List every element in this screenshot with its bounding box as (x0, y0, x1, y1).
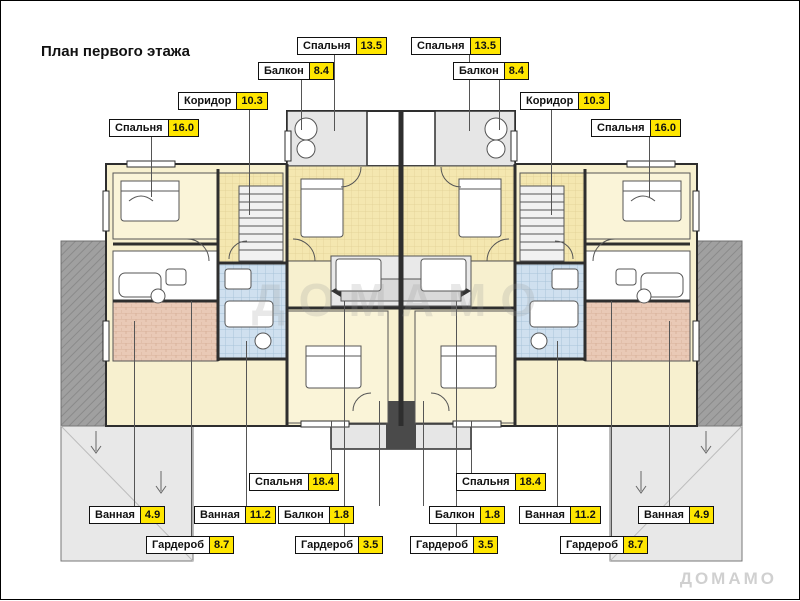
leader-line (151, 137, 152, 197)
room-label-area: 1.8 (480, 507, 504, 523)
room-label-name: Балкон (454, 63, 504, 79)
room-label-area: 11.2 (245, 507, 275, 523)
room-label-bathroom-far-right (638, 506, 714, 524)
room-label-area: 10.3 (578, 93, 608, 109)
leader-line (301, 80, 302, 130)
room-label-bedroom-bottom-left (249, 473, 339, 491)
room-label-name: Коридор (521, 93, 578, 109)
watermark-corner: ДОМАМО (679, 569, 777, 588)
room-label-bathroom-left-112 (194, 506, 276, 524)
room-label-bathroom-far-left (89, 506, 165, 524)
room-label-area: 8.4 (504, 63, 528, 79)
leader-line (379, 401, 380, 506)
room-label-name: Спальня (250, 474, 308, 490)
room-label-name: Ванная (520, 507, 570, 523)
room-label-area: 10.3 (236, 93, 266, 109)
room-label-area: 3.5 (473, 537, 497, 553)
room-label-corridor-left (178, 92, 268, 110)
page-title: План первого этажа (41, 43, 190, 60)
room-label-name: Гардероб (561, 537, 623, 553)
room-label-area: 4.9 (140, 507, 164, 523)
room-label-area: 4.9 (689, 507, 713, 523)
room-label-area: 1.8 (329, 507, 353, 523)
room-label-balcony-top-right (453, 62, 529, 80)
room-label-area: 18.4 (308, 474, 338, 490)
room-label-area: 16.0 (168, 120, 198, 136)
room-label-name: Спальня (457, 474, 515, 490)
room-label-name: Гардероб (411, 537, 473, 553)
leader-line (334, 55, 335, 131)
room-label-area: 8.4 (309, 63, 333, 79)
room-label-area: 11.2 (570, 507, 600, 523)
room-label-bedroom-right-16 (591, 119, 681, 137)
leader-line (499, 80, 500, 130)
room-label-balcony-bottom-right (429, 506, 505, 524)
room-label-bedroom-top-left (297, 37, 387, 55)
room-label-wardrobe-far-right (560, 536, 648, 554)
room-label-area: 13.5 (356, 38, 386, 54)
leader-line (249, 110, 250, 215)
room-label-name: Ванная (639, 507, 689, 523)
room-label-name: Балкон (259, 63, 309, 79)
room-label-area: 8.7 (209, 537, 233, 553)
leader-line (669, 321, 670, 506)
room-label-area: 16.0 (650, 120, 680, 136)
leader-line (344, 301, 345, 536)
leader-line (649, 137, 650, 197)
room-label-wardrobe-left-35 (295, 536, 383, 554)
leader-line (456, 301, 457, 536)
leader-line (134, 321, 135, 506)
room-label-area: 18.4 (515, 474, 545, 490)
room-label-area: 3.5 (358, 537, 382, 553)
room-label-area: 13.5 (470, 38, 500, 54)
leader-line (557, 341, 558, 506)
room-label-name: Спальня (592, 120, 650, 136)
leader-line (471, 421, 472, 473)
room-label-balcony-bottom-left (278, 506, 354, 524)
room-label-name: Спальня (110, 120, 168, 136)
room-label-name: Ванная (195, 507, 245, 523)
room-label-bedroom-top-right (411, 37, 501, 55)
leader-line (331, 421, 332, 473)
room-label-bedroom-left-16 (109, 119, 199, 137)
watermark-center: ДОМАМО (251, 274, 551, 326)
room-label-balcony-top-left (258, 62, 334, 80)
room-label-name: Спальня (412, 38, 470, 54)
leader-line (423, 401, 424, 506)
leader-line (551, 110, 552, 215)
room-label-name: Балкон (430, 507, 480, 523)
leader-line (191, 301, 192, 536)
room-label-wardrobe-far-left (146, 536, 234, 554)
room-label-corridor-right (520, 92, 610, 110)
room-label-name: Гардероб (147, 537, 209, 553)
room-label-name: Балкон (279, 507, 329, 523)
room-label-bedroom-bottom-right (456, 473, 546, 491)
leader-line (246, 341, 247, 506)
room-label-name: Гардероб (296, 537, 358, 553)
room-label-bathroom-right-112 (519, 506, 601, 524)
room-label-name: Ванная (90, 507, 140, 523)
room-label-wardrobe-right-35 (410, 536, 498, 554)
room-label-name: Коридор (179, 93, 236, 109)
leader-line (611, 301, 612, 536)
room-label-name: Спальня (298, 38, 356, 54)
room-label-area: 8.7 (623, 537, 647, 553)
